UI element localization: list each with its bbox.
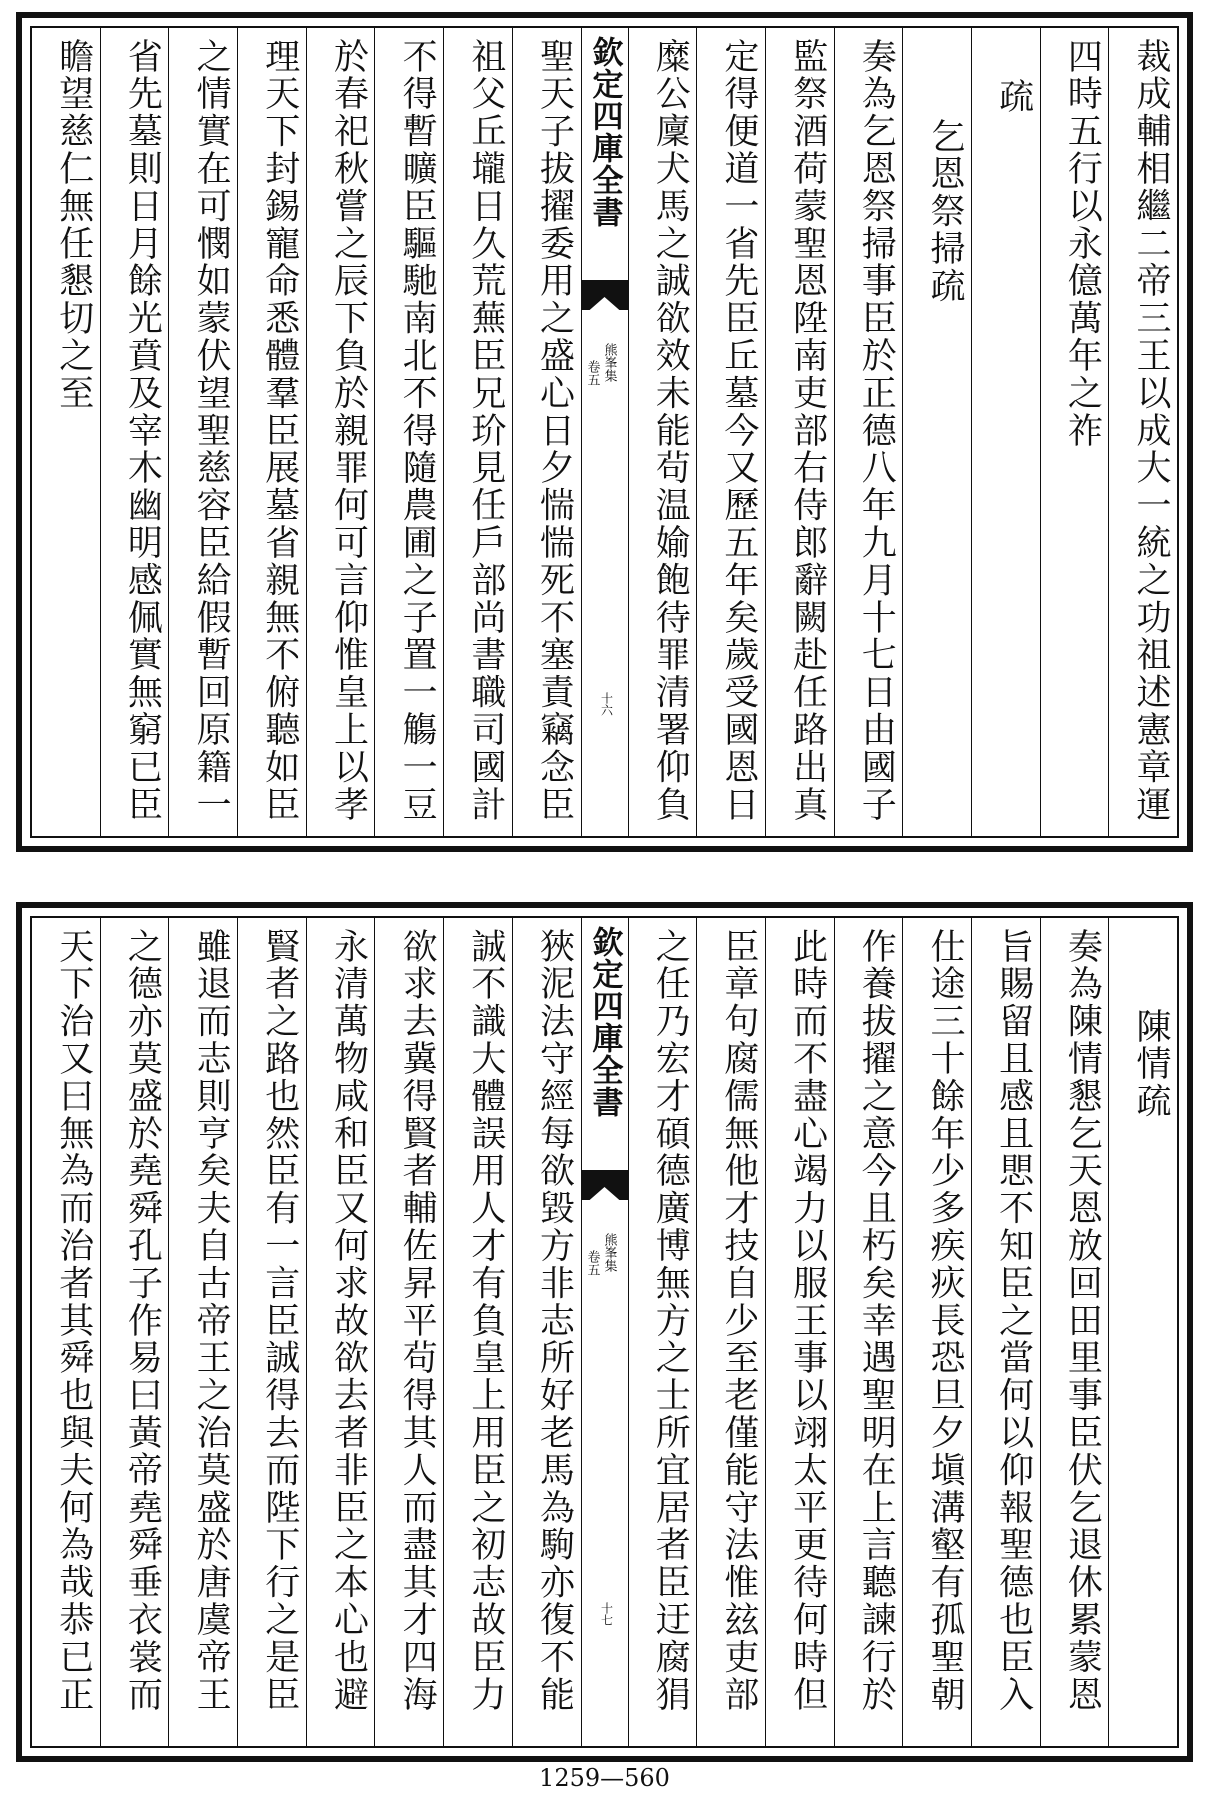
text-column xyxy=(971,918,1040,1746)
text-column xyxy=(1040,28,1109,836)
fish-tail-mark-icon xyxy=(582,1170,628,1200)
column-text: 賢者之路也然臣有一言臣誠得去而陛下行之是臣 xyxy=(259,928,300,1714)
column-text: 瞻望慈仁無任懇切之至 xyxy=(53,38,94,412)
column-text: 之情實在可憫如蒙伏望聖慈容臣給假暫回原籍一 xyxy=(191,38,232,824)
fish-tail-mark-icon xyxy=(582,280,628,310)
text-column xyxy=(237,28,306,836)
volume-label: 卷五 xyxy=(584,360,600,386)
column-text: 奏為乞恩祭掃事臣於正德八年九月十七日由國子 xyxy=(856,38,897,824)
text-column xyxy=(971,28,1040,836)
bottom-page-columns xyxy=(30,916,1179,1748)
library-title: 欽定四庫全書 xyxy=(586,36,623,228)
text-column xyxy=(374,28,443,836)
column-text: 誠不識大體誤用人才有負皇上用臣之初志故臣力 xyxy=(465,928,506,1714)
column-text: 糜公廩犬馬之誠欲效未能茍温媮飽待罪清署仰負 xyxy=(650,38,691,824)
center-gutter xyxy=(581,28,628,836)
column-text: 陳情疏 xyxy=(1131,1008,1171,1121)
text-column xyxy=(834,918,903,1746)
column-text: 不得暫曠臣驅馳南北不得隨農圃之子置一觴一豆 xyxy=(397,38,438,824)
text-column xyxy=(696,28,765,836)
leaf-number: 十七 xyxy=(599,1602,614,1626)
column-text: 之德亦莫盛於堯舜孔子作易曰黃帝堯舜垂衣裳而 xyxy=(122,928,163,1714)
column-text: 仕途三十餘年少多疾疢長恐旦夕塡溝壑有孤聖朝 xyxy=(924,928,965,1714)
text-column xyxy=(1108,918,1177,1746)
text-column xyxy=(765,28,834,836)
column-text: 臣章句腐儒無他才技自少至老僅能守法惟玆吏部 xyxy=(718,928,759,1714)
column-text: 永清萬物咸和臣又何求故欲去者非臣之本心也避 xyxy=(328,928,369,1714)
text-column xyxy=(32,28,100,836)
top-page xyxy=(16,12,1193,852)
book-name: 熊峯集 xyxy=(601,1233,617,1272)
text-column xyxy=(168,28,237,836)
column-text: 旨賜留且感且愳不知臣之當何以仰報聖德也臣入 xyxy=(993,928,1034,1714)
text-column xyxy=(1040,918,1109,1746)
column-text: 狹泥法守經每欲毀方非志所好老馬為駒亦復不能 xyxy=(534,928,575,1714)
center-gutter xyxy=(581,918,628,1746)
top-page-columns xyxy=(30,26,1179,838)
column-text: 此時而不盡心竭力以服王事以翊太平更待何時但 xyxy=(787,928,828,1714)
column-text: 四時五行以永億萬年之祚 xyxy=(1062,38,1103,450)
column-text: 省先墓則日月餘光賁及宰木幽明感佩實無窮已臣 xyxy=(122,38,163,824)
column-text: 欲求去冀得賢者輔佐昇平茍得其人而盡其才四海 xyxy=(397,928,438,1714)
library-title: 欽定四庫全書 xyxy=(586,926,623,1118)
text-column xyxy=(696,918,765,1746)
text-column xyxy=(765,918,834,1746)
text-column xyxy=(374,918,443,1746)
column-text: 聖天子拔擢委用之盛心日夕惴惴死不塞責竊念臣 xyxy=(534,38,575,824)
column-text: 監祭酒荷蒙聖恩陞南吏部右侍郎辭闕赴任路出真 xyxy=(787,38,828,824)
text-column xyxy=(902,28,971,836)
page-number: 1259—560 xyxy=(539,1764,670,1792)
text-column xyxy=(628,918,697,1746)
volume-label: 卷五 xyxy=(584,1250,600,1276)
column-text: 裁成輔相繼二帝三王以成大一統之功祖述憲章運 xyxy=(1131,38,1171,824)
column-text: 理天下封錫寵命悉體羣臣展墓省親無不俯聽如臣 xyxy=(259,38,300,824)
text-column xyxy=(628,28,697,836)
text-column xyxy=(168,918,237,1746)
text-column xyxy=(306,918,375,1746)
text-column xyxy=(834,28,903,836)
text-column xyxy=(100,28,169,836)
text-column xyxy=(1108,28,1177,836)
column-text: 作養拔擢之意今且朽矣幸遇聖明在上言聽諫行於 xyxy=(856,928,897,1714)
column-text: 之任乃宏才碩德廣博無方之士所宜居者臣迂腐狷 xyxy=(650,928,691,1714)
column-text: 於春祀秋嘗之辰下負於親罪何可言仰惟皇上以孝 xyxy=(328,38,369,824)
leaf-number: 十六 xyxy=(599,692,614,716)
bottom-page xyxy=(16,902,1193,1762)
text-column xyxy=(443,28,512,836)
column-text: 乞恩祭掃疏 xyxy=(924,118,965,305)
text-column xyxy=(902,918,971,1746)
column-text: 天下治又曰無為而治者其舜也與夫何為哉恭已正 xyxy=(53,928,94,1714)
text-column xyxy=(32,918,100,1746)
text-column xyxy=(237,918,306,1746)
book-name: 熊峯集 xyxy=(601,343,617,382)
text-column xyxy=(512,28,581,836)
text-column xyxy=(306,28,375,836)
column-text: 奏為陳情懇乞天恩放回田里事臣伏乞退休累蒙恩 xyxy=(1062,928,1103,1714)
text-column xyxy=(100,918,169,1746)
column-text: 雖退而志則亨矣夫自古帝王之治莫盛於唐虞帝王 xyxy=(191,928,232,1714)
column-text: 定得便道一省先臣丘墓今又歷五年矣歲受國恩日 xyxy=(718,38,759,824)
text-column xyxy=(443,918,512,1746)
column-text: 祖父丘壠日久荒蕪臣兄玠見任戶部尚書職司國計 xyxy=(465,38,506,824)
text-column xyxy=(512,918,581,1746)
column-text: 疏 xyxy=(993,78,1034,116)
